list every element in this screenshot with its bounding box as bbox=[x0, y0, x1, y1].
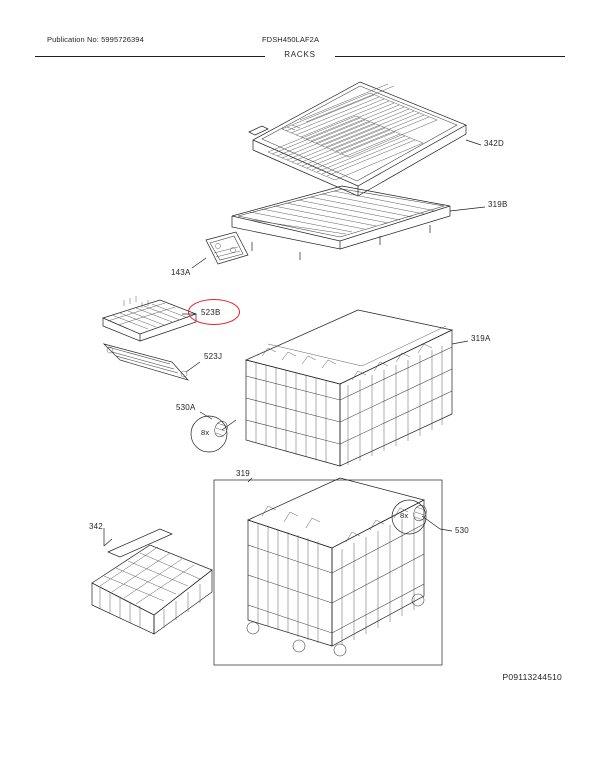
callout-523B: 523B bbox=[201, 308, 221, 317]
callout-8x-lower: 8x bbox=[400, 511, 409, 520]
callout-342D: 342D bbox=[484, 139, 504, 148]
document-code: P09113244510 bbox=[502, 672, 562, 682]
part-319A-upper-basket bbox=[246, 310, 468, 466]
section-title: RACKS bbox=[284, 50, 316, 59]
part-342-cutlery-basket bbox=[92, 528, 212, 634]
part-342D-upper-rack bbox=[249, 82, 481, 196]
part-530A-wheel bbox=[191, 412, 236, 452]
part-523B-module bbox=[103, 296, 196, 341]
callout-530: 530 bbox=[455, 526, 469, 535]
callout-342: 342 bbox=[89, 522, 103, 531]
callout-530A: 530A bbox=[176, 403, 196, 412]
callout-143A: 143A bbox=[171, 268, 191, 277]
callout-319B: 319B bbox=[488, 200, 508, 209]
part-319B-flat-rack bbox=[232, 186, 485, 260]
publication-number: Publication No: 5995726394 bbox=[47, 35, 144, 44]
highlight-circle-523B bbox=[188, 299, 240, 325]
callout-8x-upper: 8x bbox=[201, 428, 210, 437]
part-319-lower-rack bbox=[214, 478, 442, 665]
part-143A-bracket bbox=[192, 232, 248, 268]
callout-523J: 523J bbox=[204, 352, 223, 361]
callout-319: 319 bbox=[236, 469, 250, 478]
part-523J-spray-bar bbox=[104, 344, 200, 380]
model-number: FDSH450LAF2A bbox=[262, 35, 320, 44]
callout-319A: 319A bbox=[471, 334, 491, 343]
